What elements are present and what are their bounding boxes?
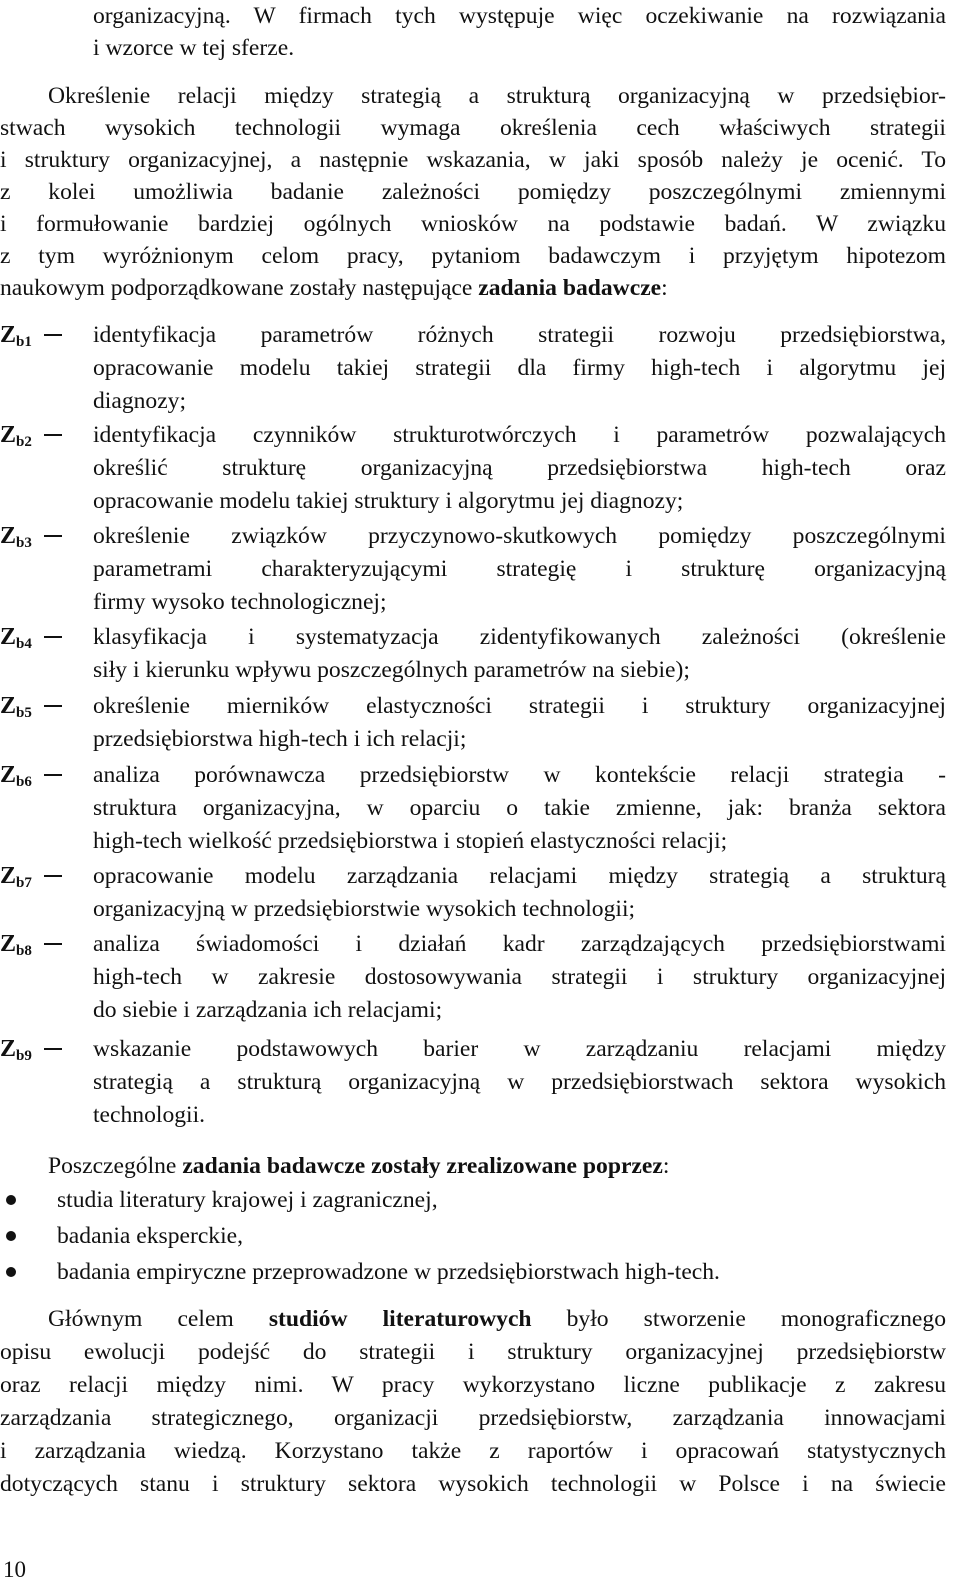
task-marker-subscript: b1 — [16, 334, 32, 350]
task-marker-subscript: b5 — [16, 705, 32, 721]
task-text-line: do siebie i zarządzania ich relacjami; — [93, 997, 443, 1023]
task-marker-letter: Z — [0, 422, 17, 448]
task-marker-subscript: b8 — [16, 943, 32, 959]
task-marker-subscript: b3 — [16, 535, 32, 551]
task-text-line: siły i kierunku wpływu poszczególnych parametrów na siebie); — [93, 657, 690, 683]
task-text-line: strategią a strukturą organizacyjną w przedsiębiorstwach sektora wysokich — [93, 1069, 946, 1095]
task-text-line: organizacyjną w przedsiębiorstwie wysokich technologii; — [93, 896, 636, 922]
dash-separator — [44, 434, 62, 436]
text-line — [0, 272, 946, 304]
text-line: stwach wysokich technologii wymaga określenia cech właściwych strategii — [0, 115, 946, 141]
task-text-line: opracowanie modelu takiej strategii dla firmy high-tech i algorytmu jej — [93, 355, 946, 381]
task-marker-letter: Z — [0, 863, 17, 889]
task-marker-letter: Z — [0, 1036, 17, 1062]
task-text-line: parametrami charakteryzującymi strategię i strukturę organizacyjną — [93, 556, 946, 582]
task-marker-letter: Z — [0, 762, 17, 788]
task-marker — [0, 1033, 32, 1065]
task-marker-subscript: b2 — [16, 434, 32, 450]
paragraph-first-line — [48, 1150, 946, 1182]
task-text-line: analiza porównawcza przedsiębiorstw w kontekście relacji strategia - — [93, 762, 946, 788]
task-text-line: wskazanie podstawowych barier w zarządzaniu relacjami między — [93, 1036, 946, 1062]
task-text-line: opracowanie modelu takiej struktury i algorytmu jej diagnozy; — [93, 488, 684, 514]
task-marker-letter: Z — [0, 322, 17, 348]
bullet-icon — [6, 1267, 16, 1277]
task-text-line: identyfikacja parametrów różnych strategii rozwoju przedsiębiorstwa, — [93, 322, 946, 348]
task-marker-letter: Z — [0, 693, 17, 719]
bullet-icon — [6, 1195, 16, 1205]
task-text-line: firmy wysoko technologicznej; — [93, 589, 387, 615]
task-text-line: przedsiębiorstwa high-tech i ich relacji; — [93, 726, 467, 752]
task-marker — [0, 520, 32, 552]
list-item: badania empiryczne przeprowadzone w przedsiębiorstwach high-tech. — [57, 1259, 720, 1285]
bullet-icon — [6, 1231, 16, 1241]
task-marker-letter: Z — [0, 624, 17, 650]
task-text-line: określenie związków przyczynowo-skutkowych pomiędzy poszczególnymi — [93, 523, 946, 549]
task-marker-letter: Z — [0, 931, 17, 957]
list-item: studia literatury krajowej i zagranicznej, — [57, 1187, 438, 1213]
task-marker — [0, 621, 32, 653]
text-span: Głównym celem — [48, 1306, 269, 1332]
task-marker — [0, 860, 32, 892]
dash-separator — [44, 334, 62, 336]
task-text-line: struktura organizacyjna, w oparciu o takie zmienne, jak: branża sektora — [93, 795, 946, 821]
task-text-line: diagnozy; — [93, 388, 187, 414]
text-span: Poszczególne — [48, 1153, 183, 1179]
task-text-line: określić strukturę organizacyjną przedsiębiorstwa high-tech oraz — [93, 455, 946, 481]
dash-separator — [44, 636, 62, 638]
paragraph-first-line — [48, 1303, 946, 1335]
task-marker — [0, 419, 32, 451]
dash-separator — [44, 875, 62, 877]
text-span: było stworzenie monograficznego — [531, 1306, 946, 1332]
page-number: 10 — [3, 1557, 26, 1582]
task-marker — [0, 759, 32, 791]
task-text-line: opracowanie modelu zarządzania relacjami między strategią a strukturą — [93, 863, 946, 889]
task-marker — [0, 690, 32, 722]
task-text-line: analiza świadomości i działań kadr zarządzających przedsiębiorstwami — [93, 931, 946, 957]
text-span: : — [662, 1153, 670, 1179]
task-text-line: określenie mierników elastyczności strategii i struktury organizacyjnej — [93, 693, 946, 719]
bold-phrase: zadania badawcze zostały zrealizowane poprzez — [182, 1153, 663, 1179]
task-marker-subscript: b9 — [16, 1048, 32, 1064]
text-line: oraz relacji między nimi. W pracy wykorzystano liczne publikacje z zakresu — [0, 1372, 946, 1398]
text-line: dotyczących stanu i struktury sektora wysokich technologii w Polsce i na świecie — [0, 1471, 946, 1497]
text-line: opisu ewolucji podejść do strategii i struktury organizacyjnej przedsiębiorstw — [0, 1339, 946, 1365]
dash-separator — [44, 535, 62, 537]
text-line: zarządzania strategicznego, organizacji przedsiębiorstw, zarządzania innowacjami — [0, 1405, 946, 1431]
task-marker — [0, 319, 32, 351]
text-line: i zarządzania wiedzą. Korzystano także z raportów i opracowań statystycznych — [0, 1438, 946, 1464]
text-line: z kolei umożliwia badanie zależności pomiędzy poszczególnymi zmiennymi — [0, 179, 946, 205]
dash-separator — [44, 774, 62, 776]
bold-phrase: zadania badawcze — [478, 275, 662, 301]
dash-separator — [44, 705, 62, 707]
bold-phrase: studiów literaturowych — [268, 1306, 532, 1332]
text-line: i struktury organizacyjnej, a następnie wskazania, w jaki sposób należy je ocenić. To — [0, 147, 946, 173]
dash-separator — [44, 943, 62, 945]
task-text-line: high-tech wielkość przedsiębiorstwa i stopień elastyczności relacji; — [93, 828, 728, 854]
task-marker-subscript: b4 — [16, 636, 32, 652]
paragraph-first-line: Określenie relacji między strategią a strukturą organizacyjną w przedsiębior- — [48, 83, 946, 109]
task-text-line: high-tech w zakresie dostosowywania strategii i struktury organizacyjnej — [93, 964, 946, 990]
text-line: i wzorce w tej sferze. — [93, 35, 295, 61]
text-line: i formułowanie bardziej ogólnych wniosków na podstawie badań. W związku — [0, 211, 946, 237]
task-marker-letter: Z — [0, 523, 17, 549]
text-span: : — [661, 275, 668, 301]
text-line: organizacyjną. W firmach tych występuje więc oczekiwanie na rozwiązania — [93, 3, 946, 29]
dash-separator — [44, 1048, 62, 1050]
task-marker — [0, 928, 32, 960]
task-text-line: technologii. — [93, 1102, 206, 1128]
task-text-line: klasyfikacja i systematyzacja zidentyfikowanych zależności (określenie — [93, 624, 946, 650]
list-item: badania eksperckie, — [57, 1223, 244, 1249]
task-marker-subscript: b6 — [16, 774, 32, 790]
task-text-line: identyfikacja czynników strukturotwórczych i parametrów pozwalających — [93, 422, 946, 448]
text-line: z tym wyróżnionym celom pracy, pytaniom badawczym i przyjętym hipotezom — [0, 243, 946, 269]
task-marker-subscript: b7 — [16, 875, 32, 891]
text-span: naukowym podporządkowane zostały następujące — [0, 275, 479, 301]
